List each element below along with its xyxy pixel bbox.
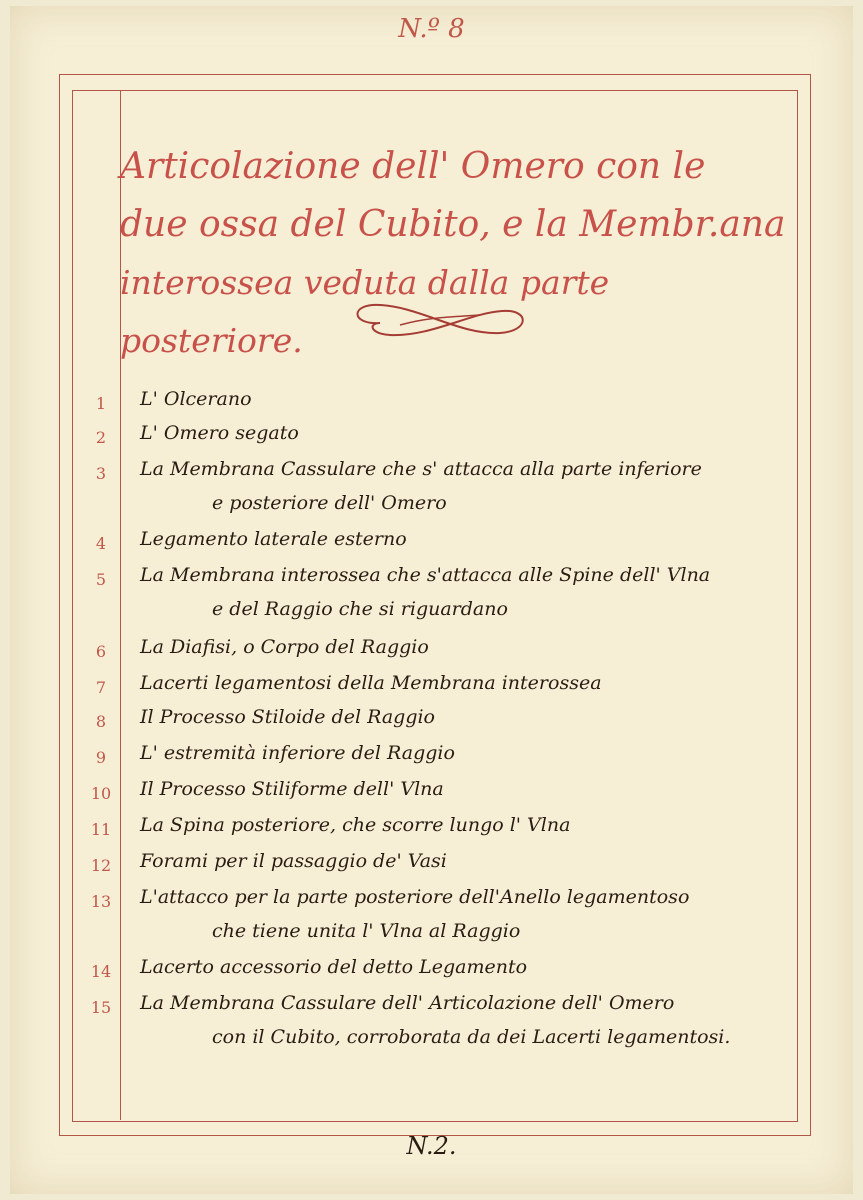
legend-item-number: 15: [90, 998, 112, 1017]
legend-item-number: 7: [95, 678, 107, 697]
legend-item-text: La Spina posteriore, che scorre lungo l' Vlna: [140, 814, 571, 836]
legend-item-continuation: e del Raggio che si riguardano: [212, 598, 508, 620]
legend-item-number: 5: [95, 570, 107, 589]
title-line-3: interossea veduta dalla parte posteriore.: [120, 263, 610, 360]
legend-item-text: La Membrana Cassulare dell' Articolazione dell' Omero: [140, 992, 675, 1014]
legend-item-text: La Diafisi, o Corpo del Raggio: [140, 636, 429, 658]
folio-number-bottom: N.2.: [406, 1132, 457, 1160]
legend-item-text: Forami per il passaggio de' Vasi: [140, 850, 447, 872]
legend-item-text: L'attacco per la parte posteriore dell'Anello legamentoso: [140, 886, 690, 908]
folio-number-top: N.º 8: [398, 14, 465, 44]
legend-item-text: Il Processo Stiliforme dell' Vlna: [140, 778, 444, 800]
legend-item-number: 8: [95, 712, 107, 731]
legend-item-number: 13: [90, 892, 112, 911]
legend-item-continuation: che tiene unita l' Vlna al Raggio: [212, 920, 521, 942]
legend-item-text: La Membrana Cassulare che s' attacca alla parte inferiore: [140, 458, 702, 480]
legend-item-number: 4: [95, 534, 107, 553]
legend-item-number: 10: [90, 784, 112, 803]
legend-item-number: 12: [90, 856, 112, 875]
legend-item-text: L' estremità inferiore del Raggio: [140, 742, 455, 764]
legend-item-continuation: con il Cubito, corroborata da dei Lacerti legamentosi.: [212, 1026, 731, 1048]
legend-item-continuation: e posteriore dell' Omero: [212, 492, 447, 514]
legend-item-text: L' Omero segato: [140, 422, 299, 444]
legend-item-text: Lacerto accessorio del detto Legamento: [140, 956, 528, 978]
legend-item-text: Lacerti legamentosi della Membrana interossea: [140, 672, 602, 694]
legend-item-number: 2: [95, 428, 107, 447]
legend-item-number: 14: [90, 962, 112, 981]
legend-item-text: Legamento laterale esterno: [140, 528, 407, 550]
legend-item-number: 1: [95, 394, 107, 413]
legend-item-number: 11: [90, 820, 112, 839]
title-line-1: Articolazione dell' Omero con le: [120, 146, 706, 187]
legend-item-number: 6: [95, 642, 107, 661]
legend-item-text: Il Processo Stiloide del Raggio: [140, 706, 435, 728]
title-line-2: due ossa del Cubito, e la Membr.ana: [120, 204, 786, 245]
legend-item-number: 3: [95, 464, 107, 483]
legend-item-text: L' Olcerano: [140, 388, 252, 410]
legend-item-number: 9: [95, 748, 107, 767]
flourish-ornament: [340, 295, 540, 345]
legend-item-text: La Membrana interossea che s'attacca alle Spine dell' Vlna: [140, 564, 711, 586]
